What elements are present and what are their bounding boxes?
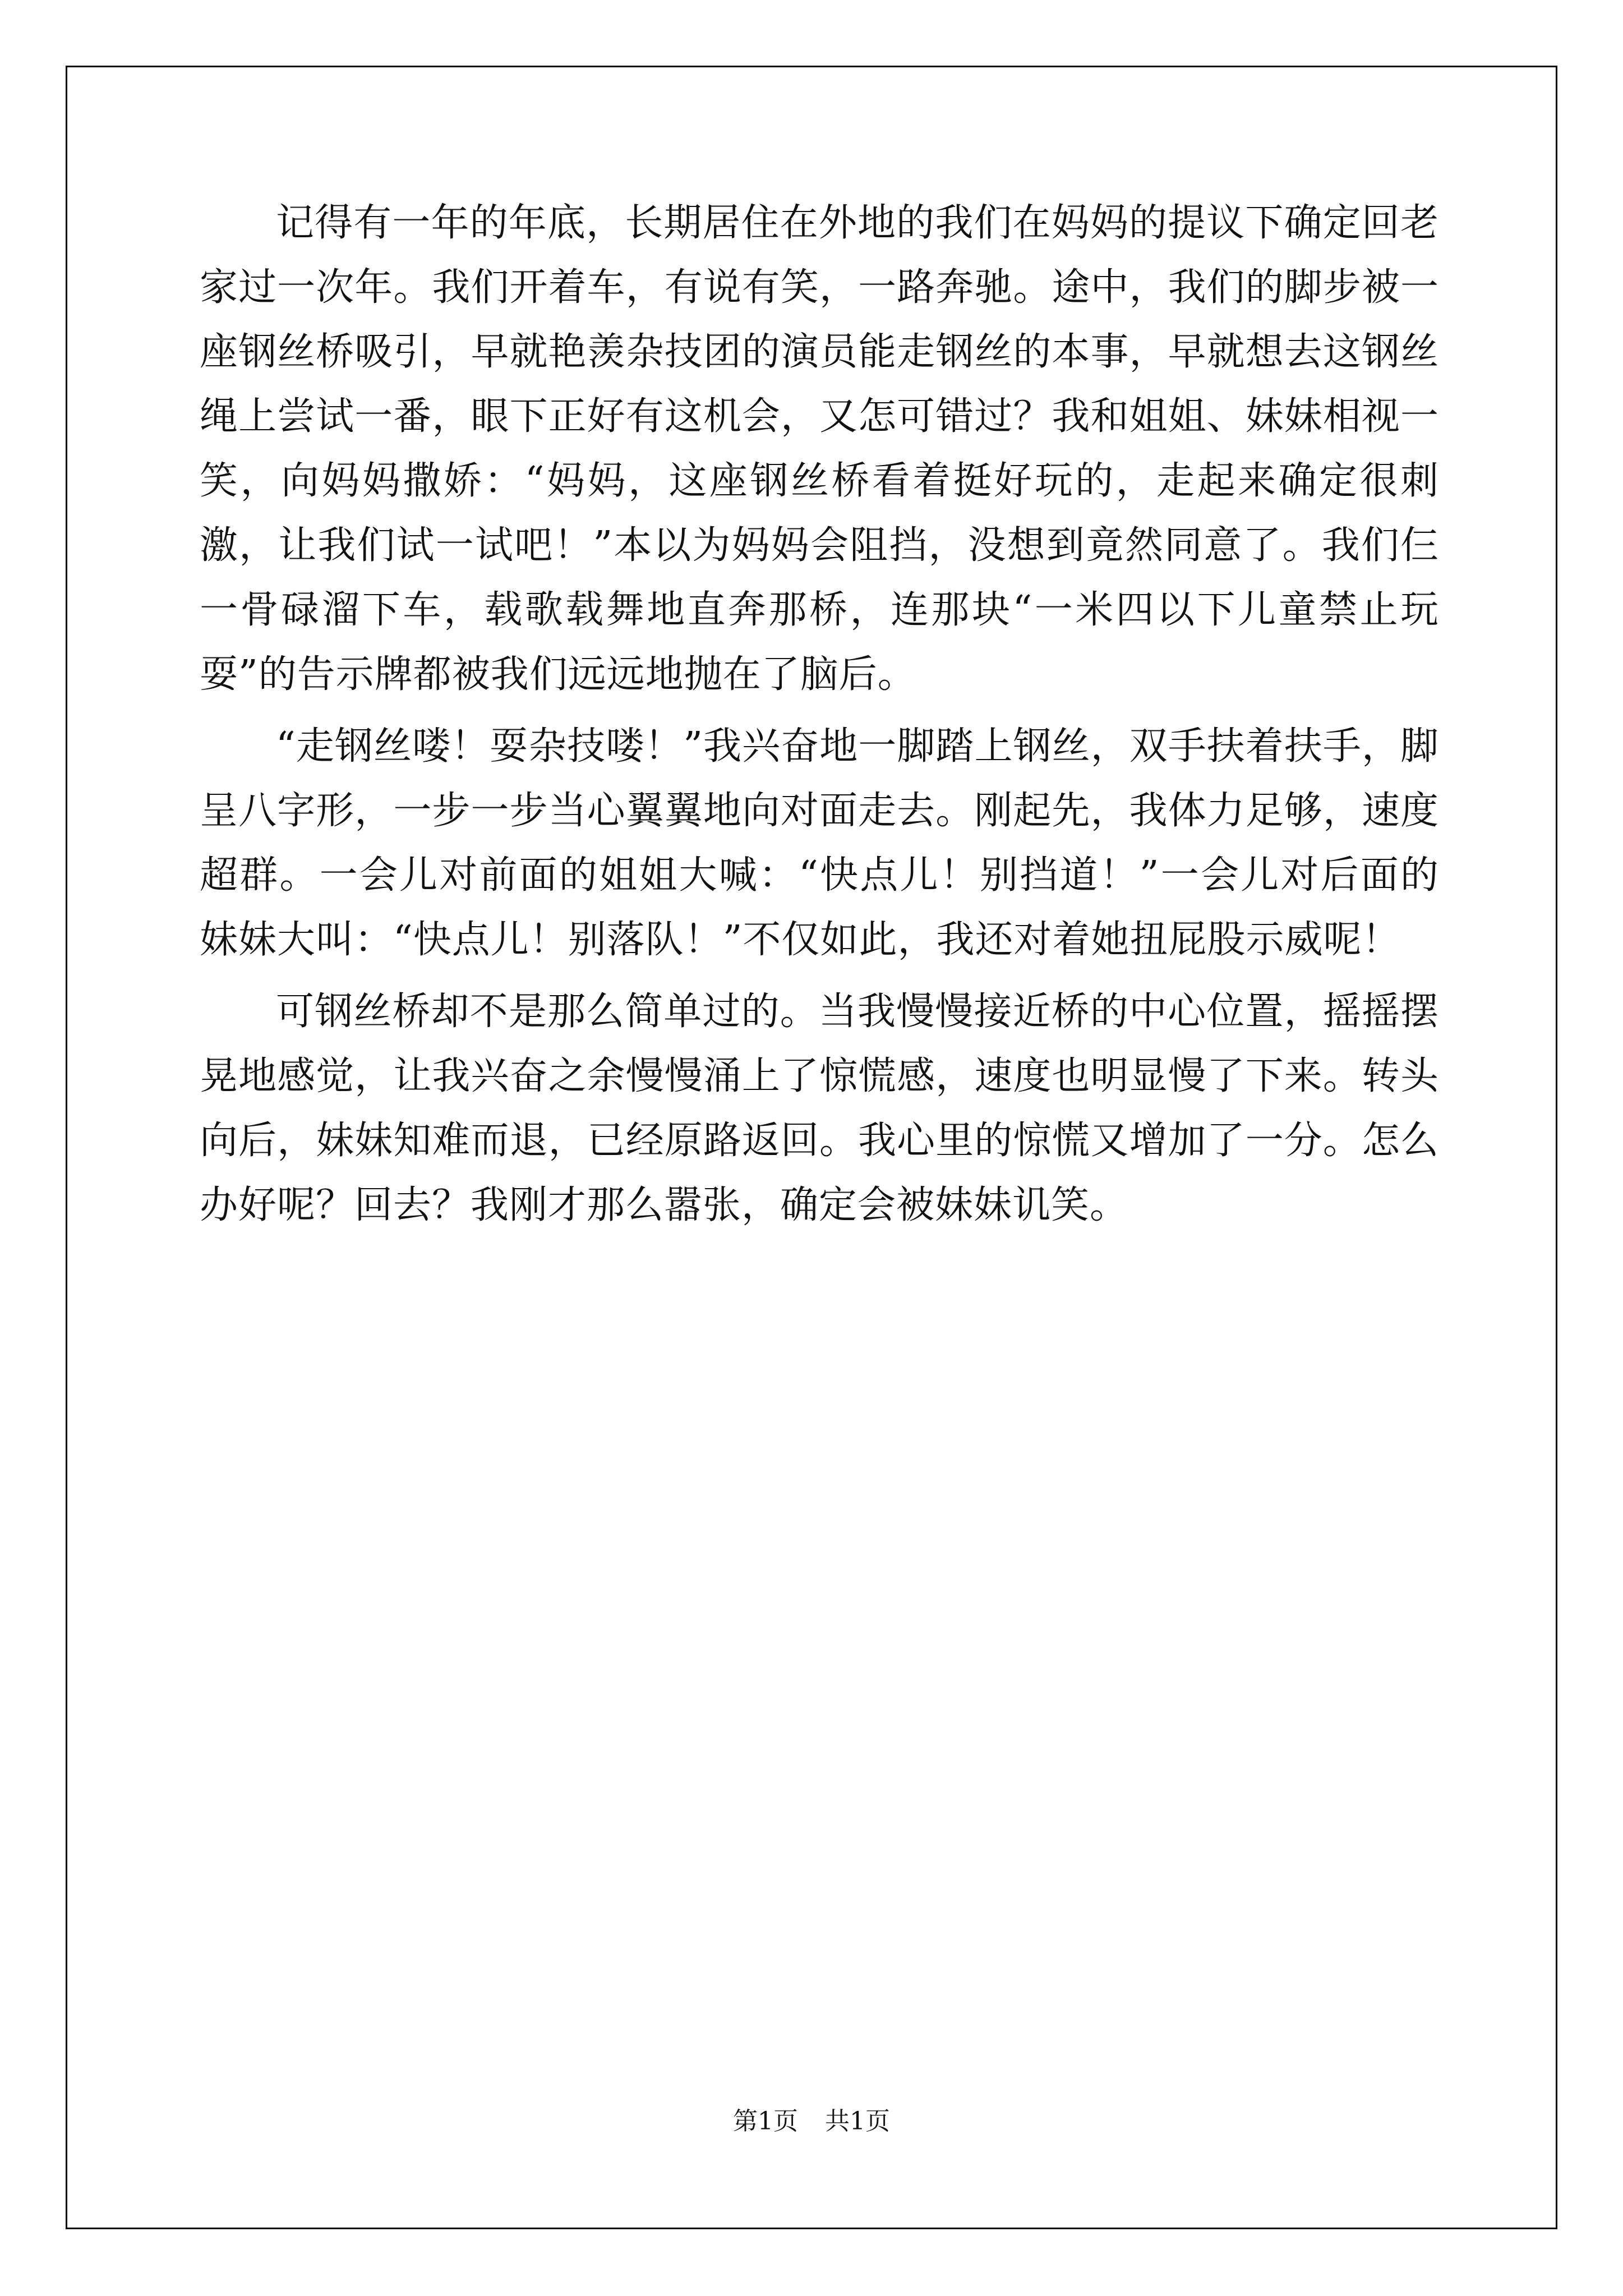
page-total: 共1页 [825,2107,890,2136]
paragraph-2: “走钢丝喽！耍杂技喽！”我兴奋地一脚踏上钢丝，双手扶着扶手，脚呈八字形，一步一步当心翼翼地向对面走去。刚起先，我体力足够，速度超群。一会儿对前面的姐姐大喊：“快点儿！别挡道！”一会儿对后面的妹妹大叫：“快点儿！别落队！”不仅如此，我还对着她扭屁股示威呢！ [200,724,1439,962]
paragraph-1: 记得有一年的年底，长期居住在外地的我们在妈妈的提议下确定回老家过一次年。我们开着车，有说有笑，一路奔驰。途中，我们的脚步被一座钢丝桥吸引，早就艳羡杂技团的演员能走钢丝的本事，早就想去这钢丝绳上尝试一番，眼下正好有这机会，又怎可错过？我和姐姐、妹妹相视一笑，向妈妈撒娇：“妈妈，这座钢丝桥看着挺好玩的，走起来确定很刺激，让我们试一试吧！”本以为妈妈会阻挡，没想到竟然同意了。我们仨一骨碌溜下车，载歌载舞地直奔那桥，连那块“一米四以下儿童禁止玩耍”的告示牌都被我们远远地抛在了脑后。 [200,201,1439,697]
page-number: 第1页 [733,2107,798,2136]
page-footer [0,2101,1623,2137]
document-body [200,191,1439,1245]
paragraph-3: 可钢丝桥却不是那么简单过的。当我慢慢接近桥的中心位置，摇摇摆晃地感觉，让我兴奋之余慢慢涌上了惊慌感，速度也明显慢了下来。转头向后，妹妹知难而退，已经原路返回。我心里的惊慌又增加了一分。怎么办好呢？回去？我刚才那么嚣张，确定会被妹妹讥笑。 [200,990,1439,1227]
